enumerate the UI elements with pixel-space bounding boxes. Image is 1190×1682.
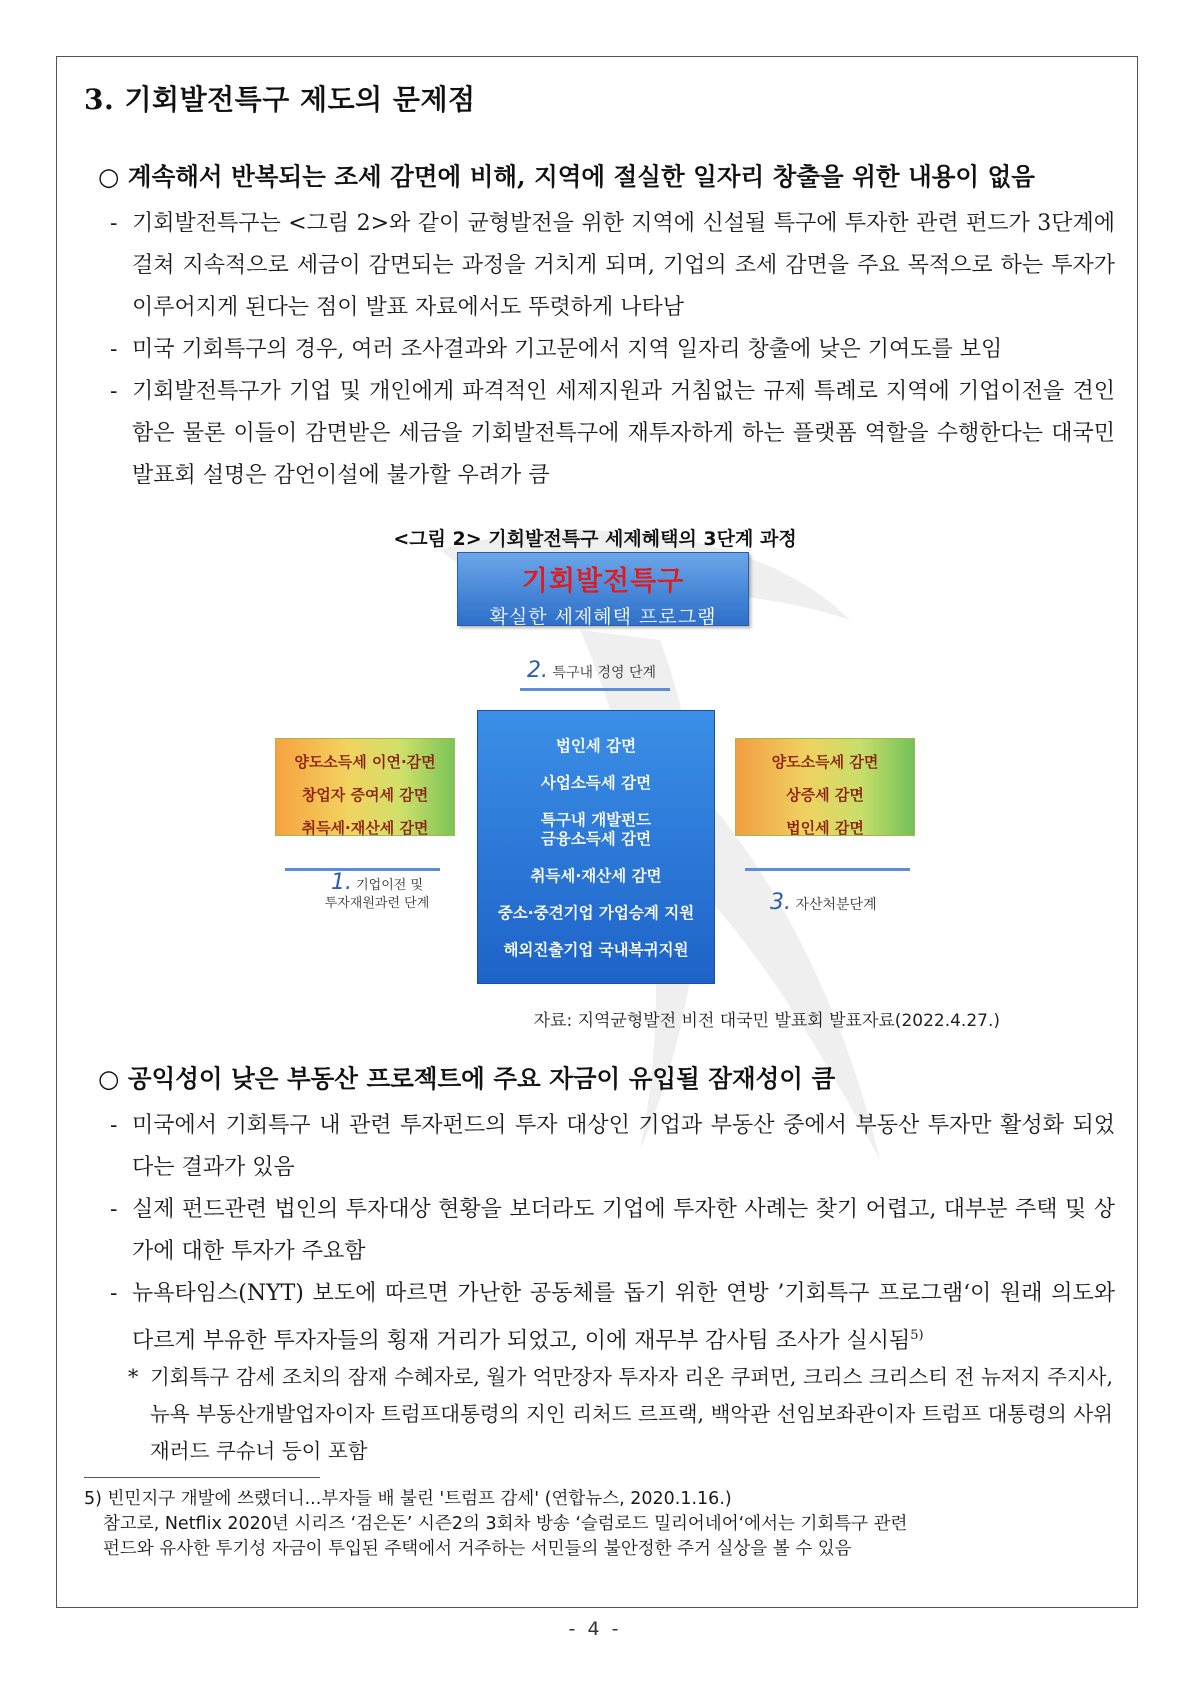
stage3-item: 법인세 감면 — [786, 819, 864, 837]
dash-item-text: 미국에서 기회특구 내 관련 투자펀드의 투자 대상인 기업과 부동산 중에서 부동산 투자만 활성화 되었다는 결과가 있음 — [132, 1113, 1115, 1180]
footnote-ref: 5) — [910, 1328, 924, 1343]
stage1-item: 양도소득세 이연·감면 — [294, 753, 436, 771]
stage1-label — [297, 870, 457, 913]
stage1-number: 1. — [330, 870, 352, 895]
dash-item-body: 뉴욕타임스(NYT) 보도에 따르면 가난한 공동체를 돕기 위한 연방 ’기회특구 프로그램‘이 원래 의도와 다르게 부유한 투자자들의 횡재 거리가 되었고, 이에 재무부 감사팀 조사가 실시됨 — [132, 1281, 1115, 1354]
stage2-item: 특구내 개발펀드 금융소득세 감면 — [540, 811, 652, 848]
stage3-box — [735, 738, 915, 836]
stage2-label — [527, 658, 656, 683]
stage1-label-line2: 투자재원과련 단계 — [324, 896, 430, 911]
dash-marker: - — [110, 337, 118, 362]
dash-marker: - — [110, 1113, 118, 1138]
footnote-line-3: 펀드와 유사한 투기성 자금이 투입된 주택에서 거주하는 서민들의 불안정한 주거 실상을 볼 수 있음 — [103, 1539, 852, 1559]
footnote-rule — [84, 1477, 320, 1478]
stage2-underline — [520, 688, 670, 691]
dash-item-text: 실제 펀드관련 법인의 투자대상 현황을 보더라도 기업에 투자한 사례는 찾기 어렵고, 대부분 주택 및 상가에 대한 투자가 주요함 — [132, 1197, 1115, 1264]
bullet-heading-2: ○ 공익성이 낮은 부동산 프로젝트에 주요 자금이 유입될 잠재성이 큼 — [98, 1064, 836, 1093]
stage3-item: 양도소득세 감면 — [771, 753, 879, 771]
page-number: - 4 - — [568, 1618, 622, 1640]
stage1-label-line1: 기업이전 및 — [356, 878, 424, 893]
footnote-line-2: 참고로, Netflix 2020년 시리즈 ‘검은돈’ 시즌2의 3회차 방송 ‘슬럼로드 밀리어네어‘에서는 기회특구 관련 — [103, 1514, 908, 1534]
dash-marker: - — [110, 211, 118, 236]
dash-item-text: 기회발전특구가 기업 및 개인에게 파격적인 세제지원과 거침없는 규제 특례로 지역에 기업이전을 견인함은 물론 이들이 감면받은 세금을 기회발전특구에 재투자하게 하는 플랫폼 역할을 수행한다는 대국민 발표회 설명은 감언이설에 불가할 우려가 큼 — [132, 379, 1115, 488]
stage2-item: 사업소득세 감면 — [540, 774, 652, 792]
bullet-heading-1: ○ 계속해서 반복되는 조세 감면에 비해, 지역에 절실한 일자리 창출을 위한 내용이 없음 — [98, 162, 1035, 191]
stage2-item: 해외진출기업 국내복귀지원 — [503, 941, 689, 959]
stage3-label — [770, 890, 877, 915]
dash-marker: - — [110, 1197, 118, 1222]
note-item — [128, 1359, 1113, 1470]
stage2-number: 2. — [527, 658, 548, 683]
dash-item — [110, 371, 1115, 497]
stage3-label-text: 자산처분단계 — [795, 897, 877, 913]
stage3-item: 상증세 감면 — [786, 786, 864, 804]
dash-item — [110, 1189, 1115, 1273]
stage3-number: 3. — [770, 890, 791, 915]
figure-subtitle: 확실한 세제혜택 프로그램 — [489, 606, 717, 628]
figure-diagram — [275, 552, 920, 982]
stage1-underline — [285, 868, 440, 871]
dash-item — [110, 203, 1115, 329]
stage1-box — [275, 738, 455, 836]
dash-marker: - — [110, 1281, 118, 1306]
stage2-item: 중소·중견기업 가업승계 지원 — [497, 904, 695, 922]
stage1-item: 창업자 증여세 감면 — [301, 786, 429, 804]
note-text: 기회특구 감세 조치의 잠재 수혜자로, 월가 억만장자 투자자 리온 쿠퍼먼, 크리스 크리스티 전 뉴저지 주지사, 뉴욕 부동산개발업자이자 트럼프대통령의 지인 리처드 르프랙, 백악관 선임보좌관이자 트럼프 대통령의 사위 재러드 쿠슈너 등이 포함 — [150, 1365, 1113, 1463]
dash-item-text — [132, 1273, 1115, 1362]
figure-title-box — [457, 552, 749, 626]
figure-title: 기회발전특구 — [521, 566, 685, 597]
stage3-underline — [745, 868, 910, 871]
figure-caption: <그림 2> 기회발전특구 세제혜택의 3단계 과정 — [393, 528, 797, 550]
footnote-line-1: 5) 빈민지구 개발에 쓰랬더니...부자들 배 불린 '트럼프 감세' (연합뉴스, 2020.1.16.) — [84, 1489, 732, 1509]
section-title: 3. 기회발전특구 제도의 문제점 — [84, 83, 476, 116]
dash-item — [110, 1105, 1115, 1189]
dash-item-text: 기회발전특구는 <그림 2>와 같이 균형발전을 위한 지역에 신설될 특구에 투자한 관련 펀드가 3단계에 걸쳐 지속적으로 세금이 감면되는 과정을 거치게 되며, 기업의 조세 감면을 주요 목적으로 하는 투자가 이루어지게 된다는 점이 발표 자료에서도 뚜렷하게 나타남 — [132, 211, 1115, 320]
stage2-item: 법인세 감면 — [555, 737, 637, 755]
dash-item — [110, 329, 1115, 371]
stage2-box — [477, 710, 715, 984]
dash-item — [110, 1273, 1115, 1362]
stage2-item: 취득세·재산세 감면 — [530, 867, 662, 885]
note-marker: * — [128, 1365, 139, 1389]
stage2-label-text: 특구내 경영 단계 — [552, 665, 657, 681]
stage1-item: 취득세·재산세 감면 — [301, 819, 429, 837]
dash-marker: - — [110, 379, 118, 404]
figure-source: 자료: 지역균형발전 비전 대국민 발표회 발표자료(2022.4.27.) — [533, 1011, 1000, 1031]
dash-item-text: 미국 기회특구의 경우, 여러 조사결과와 기고문에서 지역 일자리 창출에 낮은 기여도를 보임 — [132, 337, 1003, 362]
